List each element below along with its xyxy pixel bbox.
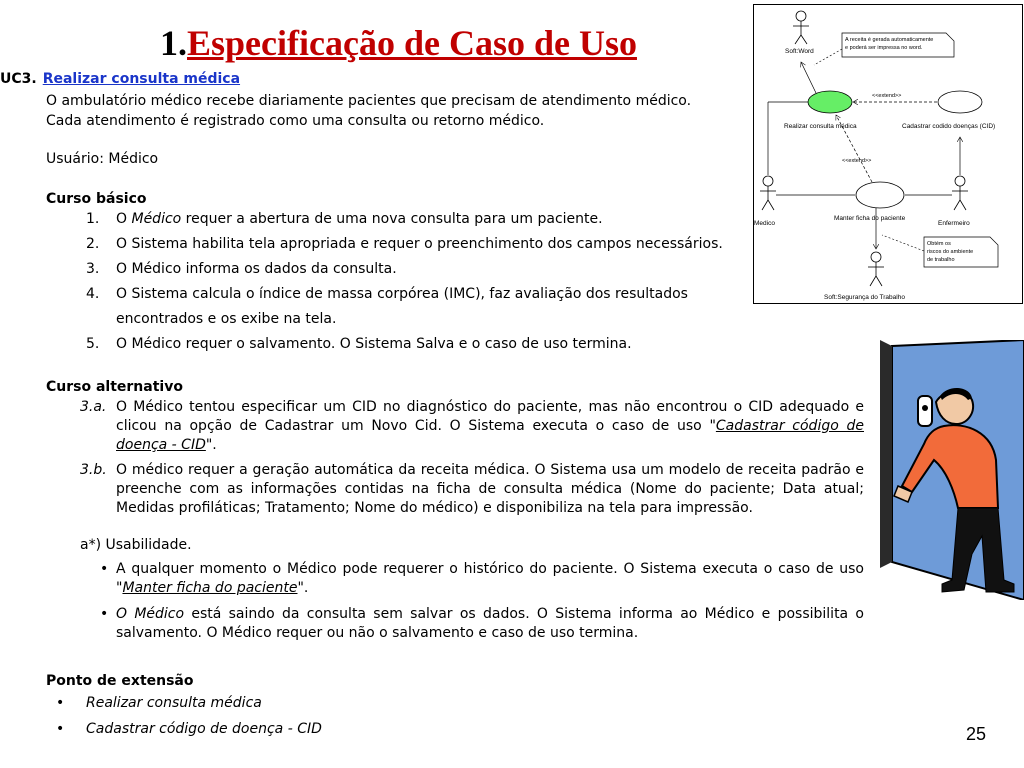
actor-label-enfermeiro: Enfermeiro [938,220,970,227]
manter-ficha-link[interactable]: Manter ficha do paciente [122,580,298,596]
usecase-id: UC3. [0,71,37,87]
usecase-manter-ficha [856,182,904,208]
usability-bullet: • A qualquer momento o Médico pode requerer o histórico do paciente. O Sistema executa o caso de uso "Manter ficha do paciente". [100,561,864,596]
page-title [160,22,637,64]
description-line-2: Cada atendimento é registrado como uma consulta ou retorno médico. [46,113,545,129]
usecase-label-manter: Manter ficha do paciente [834,215,906,222]
note-line: de trabalho [927,257,955,263]
actor-soft-seguranca [868,252,884,286]
usecase-header [0,70,240,89]
note-line: Obtém os [927,241,951,247]
title-prefix: 1. [160,23,187,63]
usability-bullet: • O Médico está saindo da consulta sem salvar os dados. O Sistema informa ao Médico e possibilita o salvamento. O Médico requer ou não o salvamento e caso de uso termina. [100,606,864,641]
alternative-step-3a: 3.a. O Médico tentou especificar um CID no diagnóstico do paciente, mas não encontrou o CID adequado e clicou na opção de Cadastrar um Novo Cid. O Sistema executa o caso de uso "Cadastrar código de doença - CID". [80,399,864,453]
actor-label-medico: Medico [754,220,775,227]
usecase-name-link[interactable]: Realizar consulta médica [42,71,241,87]
basic-step: 3. O Médico informa os dados da consulta. [86,261,397,277]
actor-soft-word [793,11,809,44]
usability-label: a*) Usabilidade. [80,537,192,553]
basic-step-continuation: encontrados e os exibe na tela. [116,311,337,327]
basic-course-heading: Curso básico [46,191,147,207]
extend-label: <<extend>> [842,158,872,164]
extension-item: • Realizar consulta médica [56,695,262,711]
note-line: A receita é gerada automaticamente [845,37,934,43]
page-number: 25 [966,724,987,744]
alternative-step-3b: 3.b. O médico requer a geração automática da receita médica. O Sistema usa um modelo de receita padrão e preenche com as informações contidas na ficha de consulta médica (Nome do paciente; Data atual; Medidas profiláticas; Tratamento; Nome do médico) e disponibiliza na tela para impressão. [80,462,864,516]
door-keyhole-clipart [874,340,1024,600]
actor-medico [760,176,776,210]
usecase-user: Usuário: Médico [46,151,159,167]
description-line-1: O ambulatório médico recebe diariamente pacientes que precisam de atendimento médico. [46,93,692,109]
actor-label-word: Soft:Word [785,48,814,55]
cadastrar-cid-link[interactable]: Cadastrar código de doença - CID [116,418,864,453]
extension-item: • Cadastrar código de doença - CID [56,721,322,737]
usecase-label-realizar: Realizar consulta médica [784,123,857,130]
usecase-label-cadastrar: Cadastrar codido doenças (CID) [902,123,996,130]
basic-step: 1. O Médico requer a abertura de uma nova consulta para um paciente. [86,211,603,227]
basic-step: 4. O Sistema calcula o índice de massa corpórea (IMC), faz avaliação dos resultados [86,286,688,302]
usecase-realizar-consulta [808,91,852,113]
alternative-course-heading: Curso alternativo [46,379,183,395]
basic-step: 2. O Sistema habilita tela apropriada e requer o preenchimento dos campos necessários. [86,236,723,252]
actor-label-seguranca: Soft:Segurança do Trabalho [824,294,905,301]
note-line: riscos do ambiente [927,249,974,255]
basic-step: 5. O Médico requer o salvamento. O Sistema Salva e o caso de uso termina. [86,336,632,352]
extend-label: <<extend>> [872,93,902,99]
usecase-cadastrar-cid [938,91,982,113]
use-case-diagram [753,4,1023,304]
note-line: e poderá ser impressa no word. [845,45,923,51]
title-link[interactable]: Especificação de Caso de Uso [187,23,637,63]
actor-enfermeiro [952,176,968,210]
extension-heading: Ponto de extensão [46,673,194,689]
